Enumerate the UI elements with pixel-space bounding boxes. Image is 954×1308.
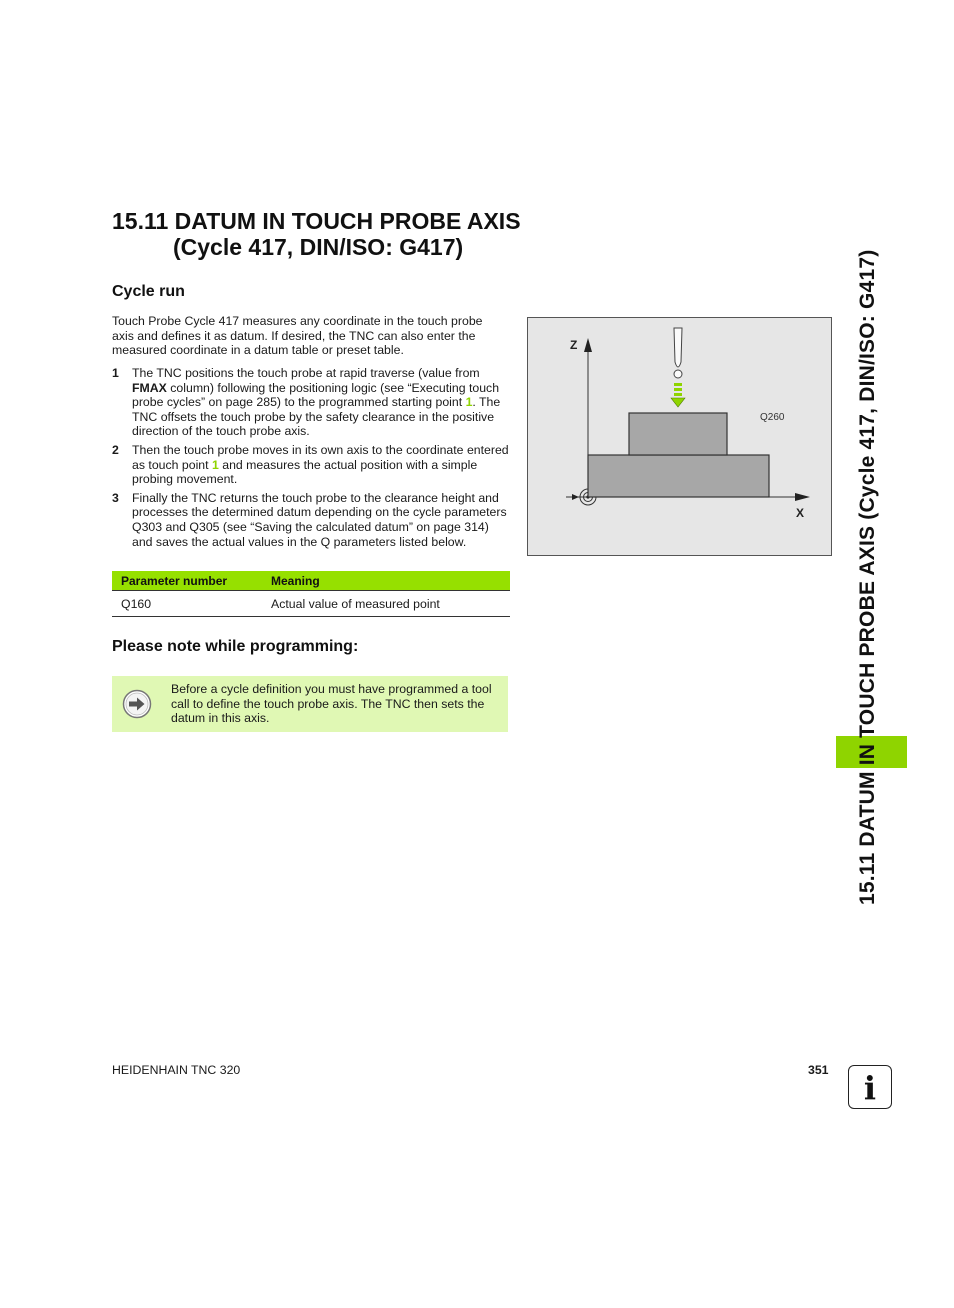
parameter-table	[112, 571, 510, 617]
page-title	[112, 208, 532, 260]
step-text: Finally the TNC returns the touch probe to the clearance height and processes the determined datum depending on the cycle parameters Q303 and Q305 (see “Saving the calculated datum” on page 314) and saves the actual values in the Q parameters listed below.	[132, 490, 507, 549]
list-item	[112, 366, 510, 439]
section-heading-note: Please note while programming:	[112, 638, 359, 655]
step-bold: FMAX	[132, 380, 167, 395]
z-axis-arrow	[584, 338, 592, 352]
side-chapter-title: 15.11 DATUM IN TOUCH PROBE AXIS (Cycle 417, DIN/ISO: G417)	[856, 249, 879, 905]
step-text: . The TNC offsets the touch probe by the safety clearance in the positive direction of the touch probe axis.	[132, 395, 501, 439]
x-axis-arrow	[795, 493, 810, 501]
table-header-row	[112, 571, 510, 591]
steps-list	[112, 366, 510, 553]
table-header-meaning: Meaning	[271, 571, 510, 591]
table-row	[112, 591, 510, 617]
param-label-q260: Q260	[760, 412, 785, 423]
probe-axis-figure	[527, 317, 832, 556]
info-icon	[848, 1065, 892, 1109]
table-cell: Actual value of measured point	[271, 591, 510, 617]
page-title-line2: (Cycle 417, DIN/ISO: G417)	[173, 234, 464, 260]
x-axis-label: X	[796, 506, 805, 520]
info-glyph: i	[863, 1069, 877, 1107]
point-number: 1	[465, 395, 473, 410]
step-number: 2	[112, 442, 119, 457]
step-text: The TNC positions the touch probe at rapid traverse (value from	[132, 366, 480, 380]
list-item	[112, 443, 510, 487]
workpiece-base	[588, 455, 769, 497]
page-title-line1: 15.11 DATUM IN TOUCH PROBE AXIS	[112, 208, 521, 234]
probe-tip	[674, 370, 682, 378]
page-number: 351	[808, 1063, 829, 1077]
section-heading-cycle-run: Cycle run	[112, 283, 185, 300]
arrow-right-icon	[122, 689, 152, 719]
step-number: 1	[112, 366, 119, 380]
note-box	[112, 676, 508, 732]
step-text: column) following the positioning logic (see “Executing touch probe cycles” on page 285) to the programmed starting point	[132, 380, 500, 410]
probe-direction-arrow	[671, 398, 685, 407]
list-item	[112, 491, 510, 549]
point-number: 1	[211, 457, 219, 472]
probe-stylus	[674, 328, 682, 367]
step-text: and measures the actual position with a simple probing movement.	[132, 457, 478, 487]
table-cell: Q160	[112, 591, 271, 617]
table-header-parameter: Parameter number	[112, 571, 271, 591]
workpiece-step	[629, 413, 727, 455]
step-text: Then the touch probe moves in its own axis to the coordinate entered as touch point	[132, 442, 509, 472]
figure-drawing	[528, 318, 831, 555]
z-axis-label: Z	[570, 338, 578, 352]
note-text: Before a cycle definition you must have programmed a tool call to define the touch probe axis. The TNC then sets the datum in this axis.	[171, 682, 492, 726]
step-number: 3	[112, 490, 119, 505]
footer-product: HEIDENHAIN TNC 320	[112, 1063, 241, 1077]
intro-paragraph: Touch Probe Cycle 417 measures any coordinate in the touch probe axis and defines it as datum. If desired, the TNC can also enter the measured coordinate in a datum table or preset table.	[112, 314, 483, 358]
